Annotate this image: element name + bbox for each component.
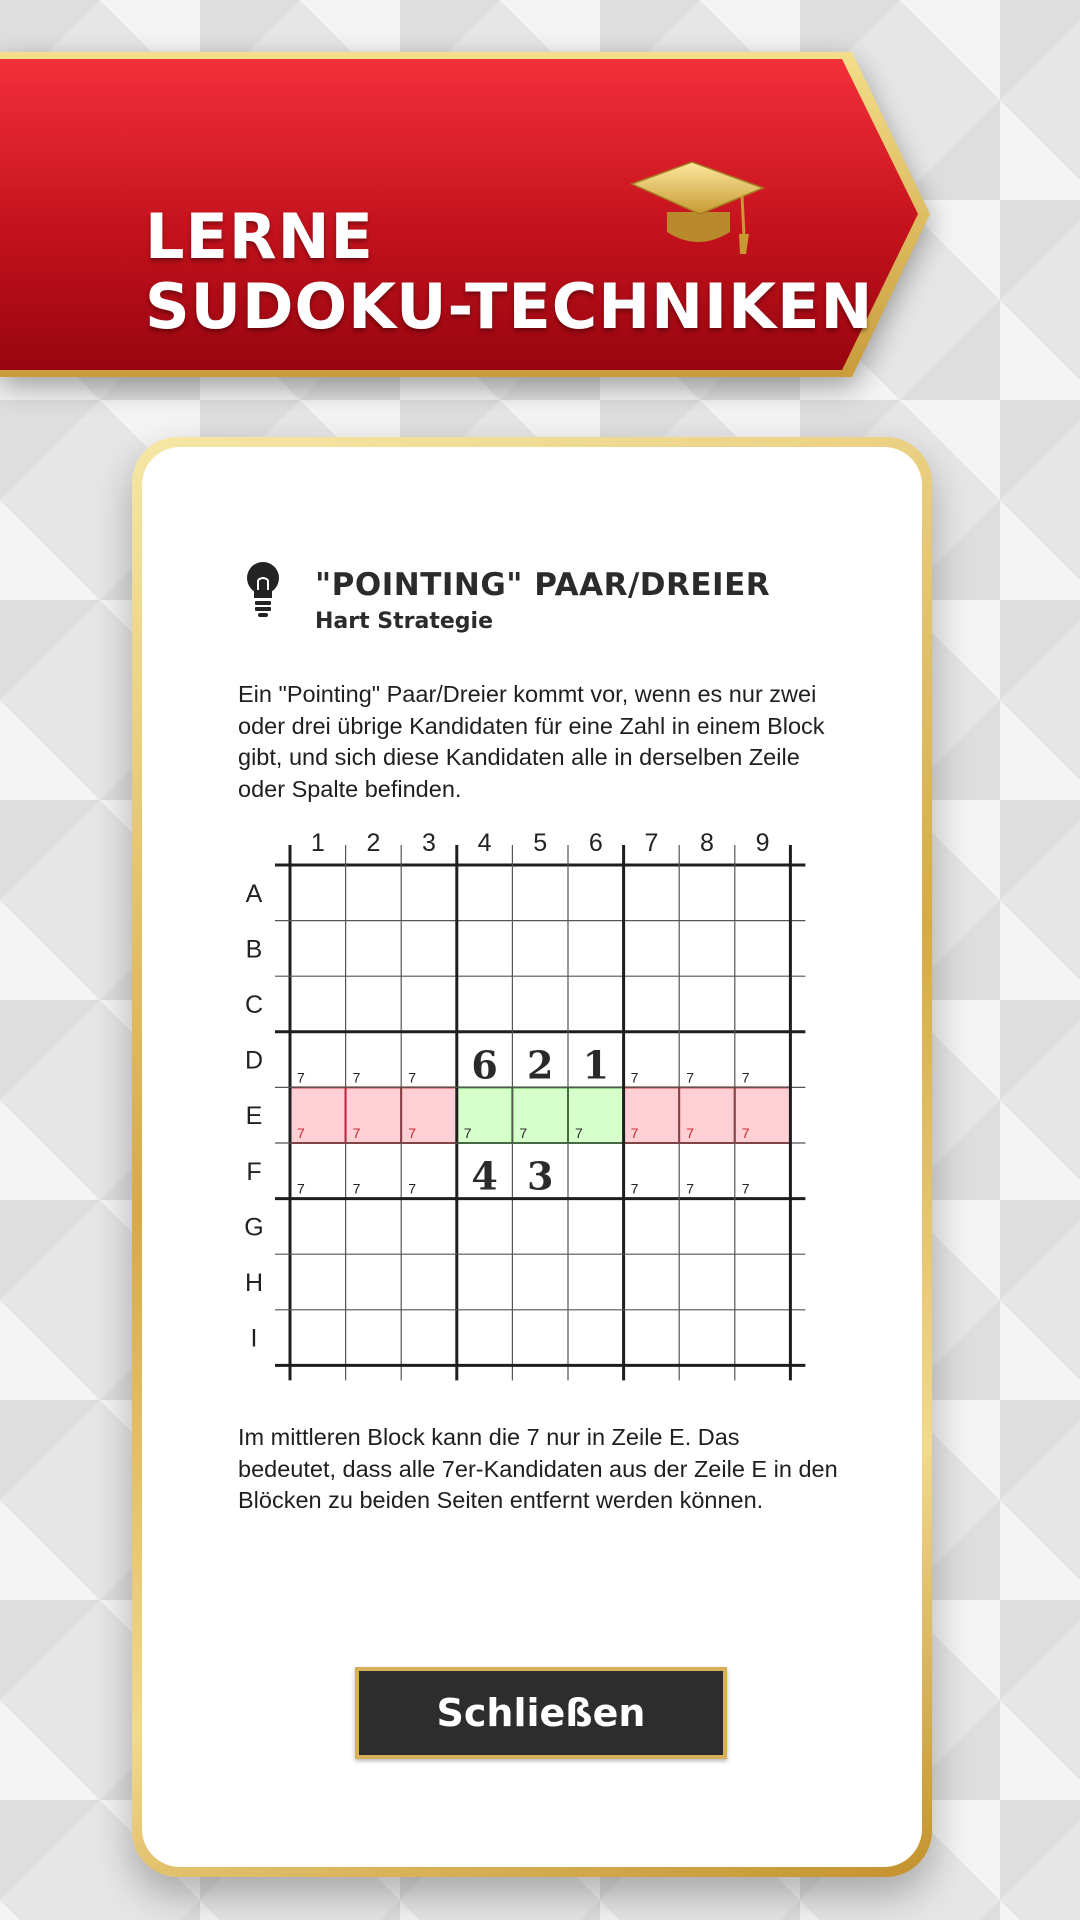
column-label: 4: [477, 829, 492, 857]
candidate-mark: 7: [741, 1180, 750, 1197]
banner-title-line-1: LERNE: [145, 200, 374, 273]
row-label: E: [245, 1102, 263, 1131]
candidate-mark: 7: [297, 1125, 305, 1141]
technique-difficulty: Hart Strategie: [315, 609, 493, 634]
row-label: A: [245, 879, 263, 908]
candidate-mark: 7: [686, 1069, 694, 1086]
sudoku-example-grid: [142, 447, 922, 1867]
technique-explanation: Im mittleren Block kann die 7 nur in Zeile E. Das bedeutet, dass alle 7er-Kandidaten aus der Zeile E in den Blöcken zu beiden Seiten entfernt werden können.: [238, 1424, 838, 1513]
candidate-mark: 7: [408, 1125, 416, 1141]
technique-description: Ein "Pointing" Paar/Dreier kommt vor, wenn es nur zwei oder drei übrige Kandidaten für eine Zahl in einem Block gibt, und sich diese Kandidaten alle in derselben Zeile oder Spalte befinden.: [238, 681, 825, 802]
column-label: 7: [644, 829, 659, 857]
given-digit: 6: [471, 1042, 498, 1088]
candidate-mark: 7: [408, 1180, 416, 1197]
candidate-mark: 7: [352, 1069, 361, 1086]
candidate-mark: 7: [297, 1180, 305, 1197]
candidate-mark: 7: [519, 1125, 528, 1141]
candidate-mark: 7: [686, 1180, 694, 1197]
candidate-mark: 7: [686, 1125, 694, 1141]
column-label: 9: [755, 829, 770, 857]
title-banner: [0, 52, 930, 377]
given-digit: 2: [526, 1042, 554, 1088]
graduation-cap-icon: [630, 154, 765, 259]
row-label: D: [244, 1046, 264, 1075]
given-digit: 4: [471, 1153, 498, 1199]
candidate-mark: 7: [575, 1125, 583, 1141]
column-label: 8: [700, 829, 714, 857]
candidate-mark: 7: [352, 1125, 361, 1141]
column-label: 2: [366, 829, 381, 857]
technique-title: "POINTING" PAAR/DREIER: [315, 567, 771, 603]
row-label: B: [245, 935, 263, 964]
row-label: I: [250, 1324, 258, 1353]
column-label: 6: [588, 829, 603, 857]
row-label: F: [246, 1157, 262, 1186]
row-label: G: [244, 1213, 264, 1242]
candidate-mark: 7: [630, 1069, 639, 1086]
banner-title-line-2: SUDOKU-TECHNIKEN: [145, 270, 874, 343]
candidate-mark: 7: [630, 1125, 639, 1141]
candidate-mark: 7: [352, 1180, 361, 1197]
candidate-mark: 7: [463, 1125, 472, 1141]
candidate-mark: 7: [741, 1069, 750, 1086]
candidate-mark: 7: [297, 1069, 305, 1086]
column-label: 1: [310, 829, 325, 857]
column-label: 3: [422, 829, 436, 857]
given-digit: 3: [526, 1153, 554, 1199]
given-digit: 1: [582, 1042, 610, 1088]
row-label: H: [244, 1269, 264, 1297]
candidate-mark: 7: [408, 1069, 416, 1086]
row-label: C: [244, 991, 264, 1019]
candidate-mark: 7: [630, 1180, 639, 1197]
technique-card: [132, 437, 932, 1877]
column-label: 5: [533, 829, 548, 857]
close-button[interactable]: Schließen: [355, 1667, 727, 1759]
technique-card-body: [142, 447, 922, 1867]
candidate-mark: 7: [741, 1125, 750, 1141]
